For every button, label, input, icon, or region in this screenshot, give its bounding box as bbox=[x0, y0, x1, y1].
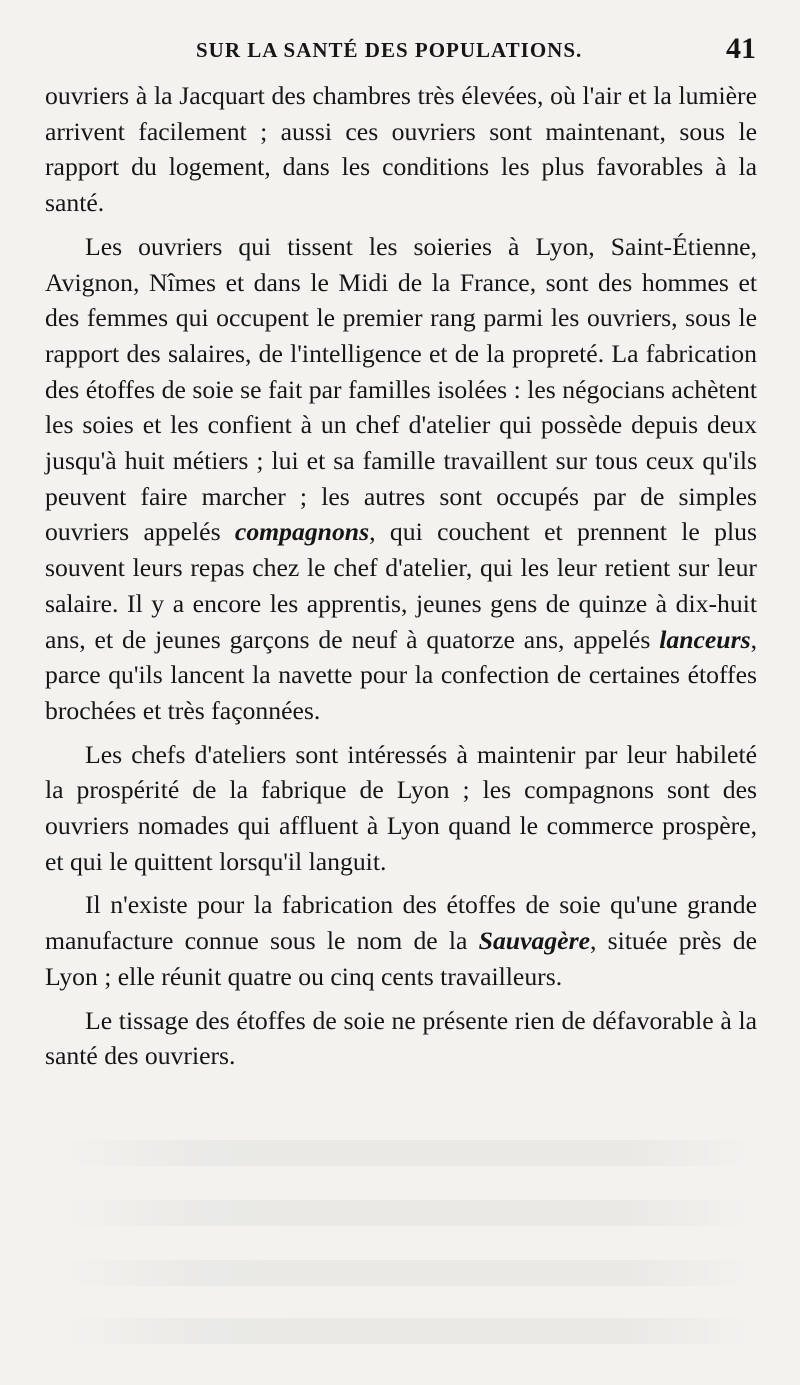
paragraph-text: Il n'existe pour la fabrication des étoffes de soie qu'une grande manufacture connue sous le nom de la bbox=[45, 890, 757, 956]
italic-term-sauvagere: Sauvagère bbox=[478, 926, 590, 956]
paragraph-text: Les chefs d'ateliers sont intéressés à maintenir par leur habileté la prospérité de la fabrique de Lyon ; les compagnons sont des ouvriers nomades qui affluent à Lyon quand le commerce prospère, et qui le quittent lorsqu'il languit. bbox=[45, 739, 757, 876]
paragraph-5 bbox=[45, 1003, 757, 1074]
paragraph-4 bbox=[45, 887, 757, 994]
paragraph-text: , parce qu'ils lancent la navette pour la confection de certaines étoffes brochées et très façonnées. bbox=[45, 624, 757, 725]
paragraph-text: Les ouvriers qui tissent les soieries à Lyon, Saint-Étienne, Avignon, Nîmes et dans le Midi de la France, sont des hommes et des femmes qui occupent le premier rang parmi les ouvriers, sous le rapport des salaires, de l'intelligence et de la propreté. La fabrication des étoffes de soie se fait par familles isolées : les négocians achètent les soies et les confient à un chef d'atelier qui possède depuis deux jusqu'à huit métiers ; lui et sa famille travaillent sur tous ceux qu'ils peuvent faire marcher ; les autres sont occupés par de simples ouvriers appelés bbox=[45, 231, 757, 547]
show-through-shading bbox=[60, 1140, 760, 1166]
paragraph-1 bbox=[45, 78, 757, 221]
show-through-shading bbox=[60, 1200, 760, 1226]
italic-term-lanceurs: lanceurs bbox=[659, 624, 751, 654]
show-through-shading bbox=[60, 1260, 760, 1286]
show-through-shading bbox=[60, 1318, 760, 1344]
italic-term-compagnons: compagnons bbox=[234, 517, 370, 547]
paragraph-2 bbox=[45, 229, 757, 729]
page-number: 41 bbox=[726, 32, 756, 65]
paragraph-3 bbox=[45, 737, 757, 880]
paragraph-text: , qui couchent et prennent le plus souvent leurs repas chez le chef d'atelier, qui les leur retient sur leur salaire. Il y a encore les apprentis, jeunes gens de quinze à dix-huit ans, et de jeunes garçons de neuf à quatorze ans, appelés bbox=[45, 517, 757, 654]
paragraph-text: Le tissage des étoffes de soie ne présente rien de défavorable à la santé des ouvriers. bbox=[45, 1005, 757, 1071]
paragraph-text: ouvriers à la Jacquart des chambres très élevées, où l'air et la lumière arrivent facilement ; aussi ces ouvriers sont maintenant, sous le rapport du logement, dans les conditions les plus favorables à la santé. bbox=[45, 81, 757, 218]
page-body bbox=[45, 78, 757, 1074]
paragraph-text: , située près de Lyon ; elle réunit quatre ou cinq cents travailleurs. bbox=[45, 926, 757, 991]
running-head: SUR LA SANTÉ DES POPULATIONS. bbox=[196, 38, 583, 62]
page-header bbox=[0, 34, 800, 74]
